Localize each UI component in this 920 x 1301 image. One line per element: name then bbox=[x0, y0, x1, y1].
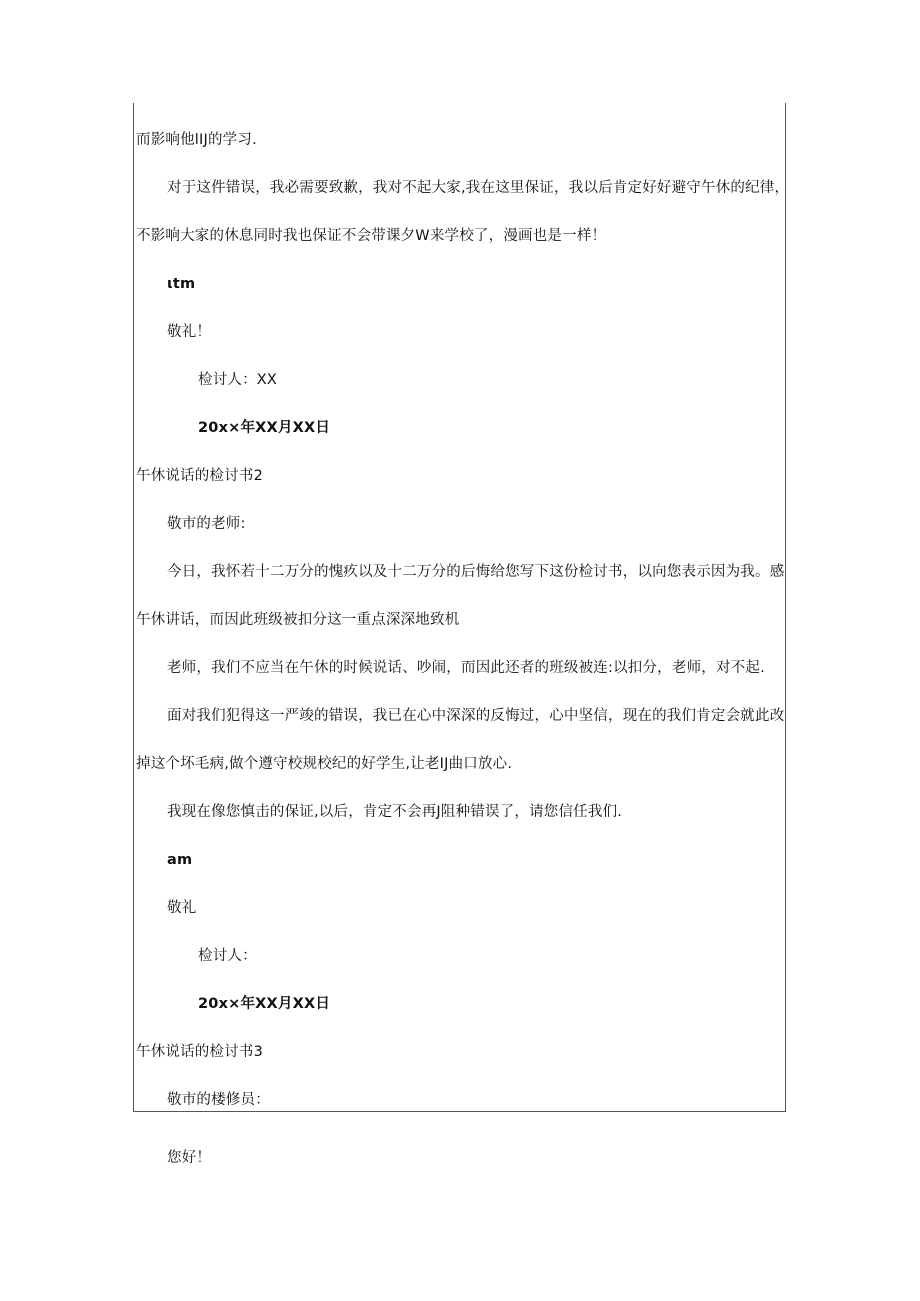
salutation: 敬礼！ bbox=[167, 324, 212, 340]
closing-word: am bbox=[167, 852, 193, 868]
body-paragraph: 不影响大家的休息同时我也保证不会带课夕W来学校了，漫画也是一样！ bbox=[136, 228, 607, 244]
greeting: 敬市的楼修员： bbox=[167, 1092, 270, 1108]
body-paragraph: 午休讲话，而因此班级被扣分这一重点深深地致机 bbox=[136, 612, 460, 628]
signer-line: 检讨人：XX bbox=[198, 372, 278, 388]
greeting: 您好！ bbox=[167, 1150, 212, 1166]
signer-line: 检讨人： bbox=[198, 948, 257, 964]
body-paragraph: 老师，我们不应当在午休的时候说话、吵闹，而因此还者的班级被连:以扣分，老师，对不起. bbox=[167, 660, 765, 676]
body-paragraph: 面对我们犯得这一严竣的错误，我已在心中深深的反悔过，心中坚信，现在的我们肯定会就此改 bbox=[167, 708, 785, 724]
greeting: 敬市的老师: bbox=[167, 516, 246, 532]
body-paragraph: 掉这个坏毛病,做个遵守校规校纪的好学生,让老IJ曲口放心. bbox=[136, 756, 513, 772]
date-line: 20x×年XX月XX日 bbox=[198, 420, 331, 436]
section-heading: 午休说话的检讨书2 bbox=[136, 468, 264, 484]
body-paragraph: 今日，我怀若十二万分的愧疚以及十二万分的后悔给您写下这份检讨书，以向您表示因为我。感 bbox=[167, 564, 785, 580]
body-paragraph: 对于这件错误，我必需要致歉，我对不起大家,我在这里保证，我以后肯定好好避守午休的纪律， bbox=[167, 180, 790, 196]
salutation: 敬礼 bbox=[167, 900, 197, 916]
closing-word: ιtm bbox=[167, 276, 196, 292]
section-heading: 午休说话的检讨书3 bbox=[136, 1044, 264, 1060]
body-paragraph: 我现在像您慎击的保证,以后，肯定不会再J阻种错误了，请您信任我们. bbox=[167, 804, 623, 820]
body-paragraph: 而影响他lIJ的学习. bbox=[136, 132, 257, 148]
date-line: 20x×年XX月XX日 bbox=[198, 996, 331, 1012]
